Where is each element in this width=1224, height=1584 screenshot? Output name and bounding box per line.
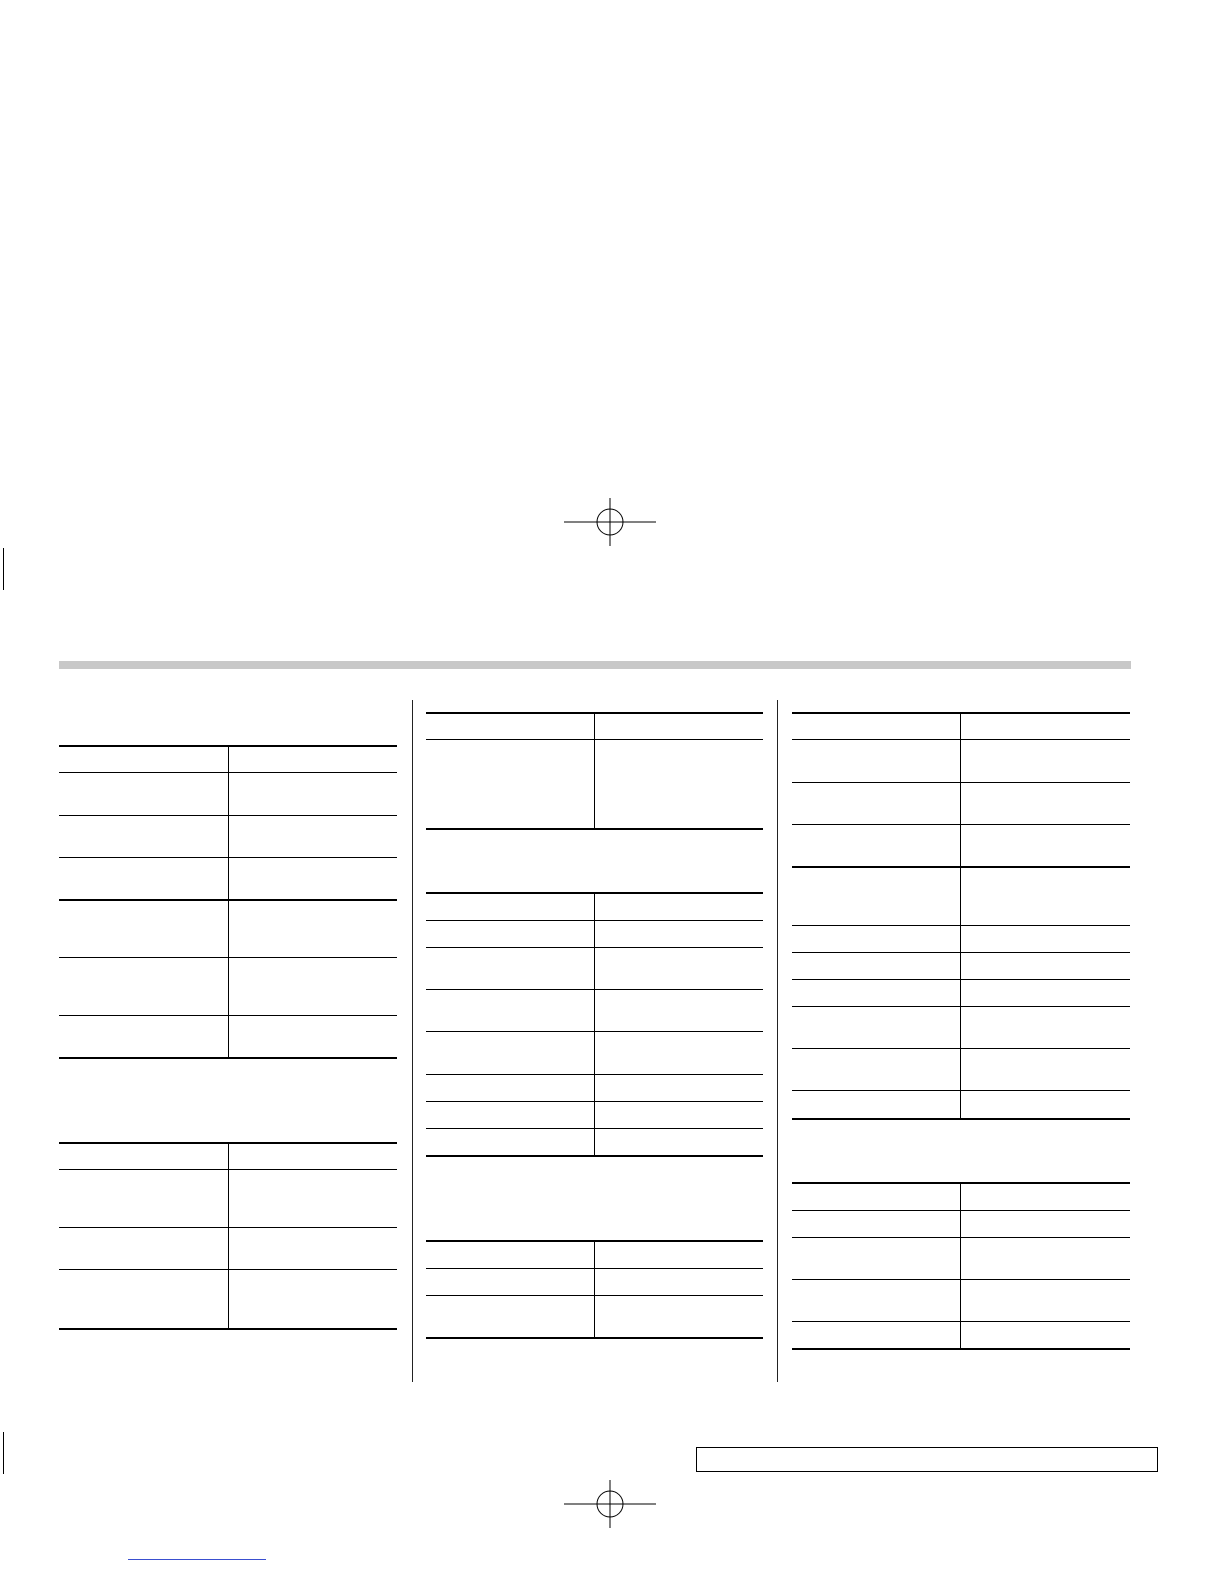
table-rule <box>792 1348 1130 1350</box>
crop-mark-left-top <box>3 548 4 590</box>
table-column-rule <box>594 1242 595 1338</box>
table-column-rule <box>594 894 595 1156</box>
table-rule <box>792 1237 1130 1238</box>
table-rule <box>792 979 1130 980</box>
table-column-rule <box>960 1184 961 1349</box>
column-divider-1 <box>412 700 413 1382</box>
table-rule <box>792 712 1130 714</box>
crop-mark-left-bottom <box>3 1432 4 1474</box>
table-column-rule <box>228 1144 229 1329</box>
table-rule <box>792 1321 1130 1322</box>
table-rule <box>792 824 1130 825</box>
table-rule <box>792 1048 1130 1049</box>
table-rule <box>792 1279 1130 1280</box>
table-rule <box>792 782 1130 783</box>
table-rule <box>792 925 1130 926</box>
table-rule <box>792 1210 1130 1211</box>
table-column-rule <box>960 714 961 1119</box>
table-rule <box>792 739 1130 740</box>
table-column-rule <box>594 714 595 829</box>
table-rule <box>792 1118 1130 1120</box>
table-rule <box>792 1090 1130 1091</box>
table-rule <box>792 1006 1130 1007</box>
column-divider-2 <box>777 700 778 1382</box>
registration-mark-top <box>560 496 660 548</box>
registration-mark-bottom <box>560 1478 660 1530</box>
table-rule <box>792 1182 1130 1184</box>
bottom-link-underline <box>128 1559 266 1560</box>
table-rule <box>792 952 1130 953</box>
section-header-band <box>59 661 1131 669</box>
footer-box <box>696 1447 1158 1472</box>
table-column-rule <box>228 747 229 1058</box>
table-rule <box>792 866 1130 868</box>
